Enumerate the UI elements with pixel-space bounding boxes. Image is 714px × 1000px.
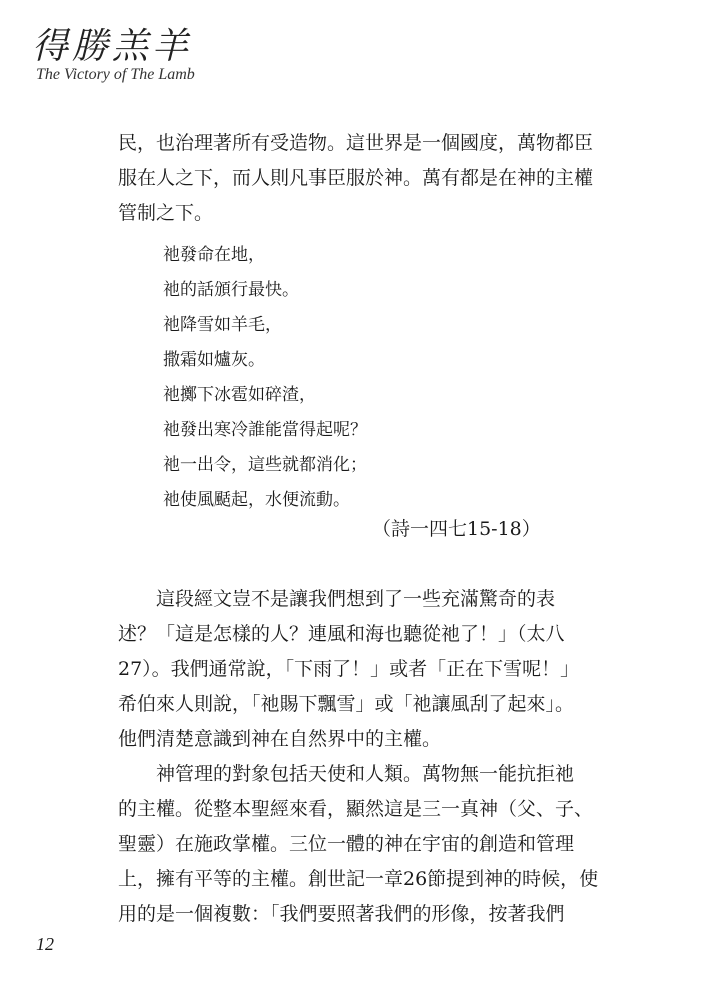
text-line: 上，擁有平等的主權。創世記一章26節提到神的時候，使 <box>118 868 599 890</box>
book-logo <box>28 18 195 94</box>
text-line: 服在人之下，而人則凡事臣服於神。萬有都是在神的主權 <box>118 167 594 189</box>
text-line: 神管理的對象包括天使和人類。萬物無一能抗拒祂 <box>118 763 575 785</box>
scripture-line: 祂的話頒行最快。 <box>163 280 299 300</box>
scripture-line: 撒霜如爐灰。 <box>163 350 265 370</box>
text-line: 他們清楚意識到神在自然界中的主權。 <box>118 728 442 750</box>
text-line: 這段經文豈不是讓我們想到了一些充滿驚奇的表 <box>118 588 556 610</box>
scripture-line: 祂發命在地， <box>163 245 265 265</box>
scripture-line: 祂一出令，這些就都消化； <box>163 455 367 475</box>
paragraph-intro <box>118 126 598 231</box>
scripture-line: 祂發出寒冷誰能當得起呢？ <box>163 420 367 440</box>
text-line: 聖靈）在施政掌權。三位一體的神在宇宙的創造和管理 <box>118 833 575 855</box>
page-number: 12 <box>36 934 54 954</box>
scripture-line: 祂使風颳起，水便流動。 <box>163 490 350 510</box>
text-line: 用的是一個複數：「我們要照著我們的形像，按著我們 <box>118 903 565 925</box>
paragraph-3 <box>118 757 598 932</box>
text-line: 的主權。從整本聖經來看，顯然這是三一真神（父、子、 <box>118 798 594 820</box>
text-line: 民，也治理著所有受造物。這世界是一個國度，萬物都臣 <box>118 132 594 154</box>
text-line: 管制之下。 <box>118 202 214 224</box>
text-line: 述？「這是怎樣的人？連風和海也聽從祂了！」（太八 <box>118 623 565 645</box>
logo-chinese-title: 得勝羔羊 <box>32 26 193 67</box>
scripture-line: 祂降雪如羊毛， <box>163 315 282 335</box>
paragraph-2 <box>118 582 598 757</box>
scripture-citation: （詩一四七15-18） <box>372 518 541 540</box>
scripture-quote <box>163 238 367 518</box>
text-line: 希伯來人則說，「祂賜下飄雪」或「祂讓風刮了起來」。 <box>118 693 575 715</box>
text-line: 27）。我們通常說，「下雨了！」或者「正在下雪呢！」 <box>118 658 580 680</box>
logo-english-title: The Victory of The Lamb <box>36 66 195 83</box>
scripture-line: 祂擲下冰雹如碎渣， <box>163 385 316 405</box>
